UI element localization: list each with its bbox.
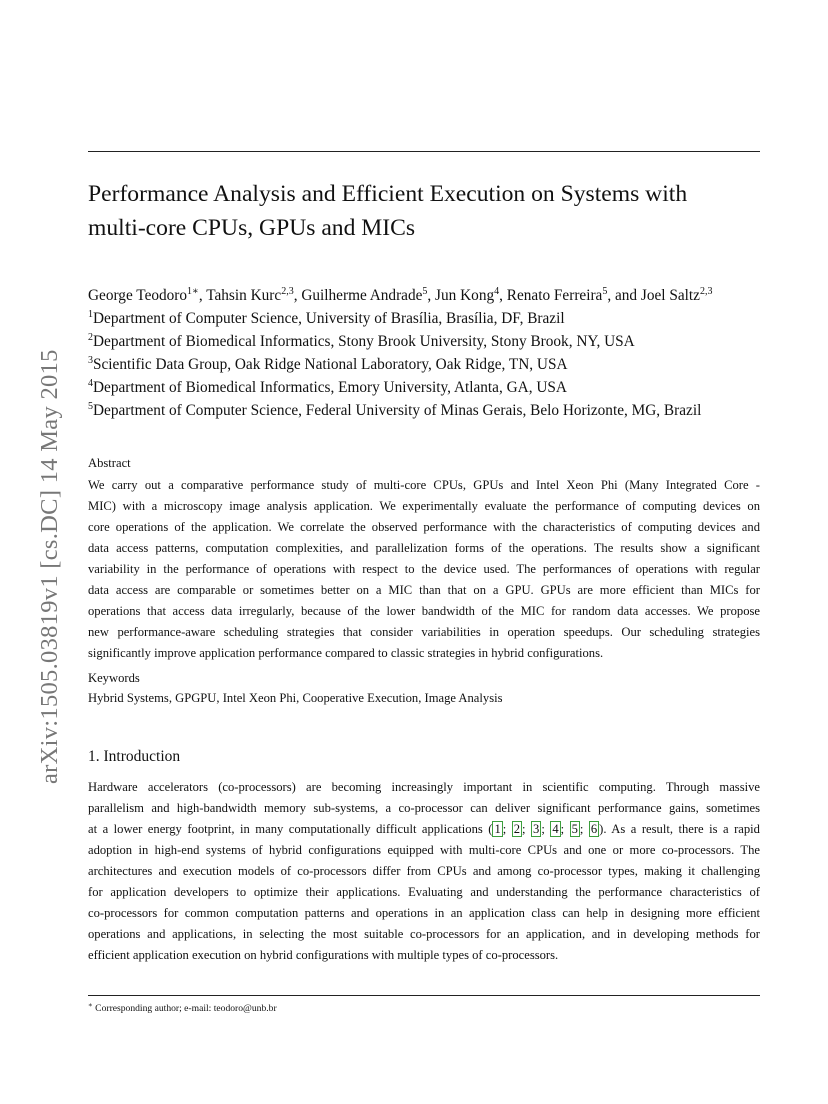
- intro-line: co-processors for common computation patterns and operations in an application class can help in designing more efficient: [88, 906, 760, 920]
- title-line: Performance Analysis and Efficient Execution on Systems with: [88, 181, 688, 207]
- abstract-heading: Abstract: [88, 456, 131, 470]
- intro-line: efficient application execution on hybrid configurations with multiple types of co-processors.: [88, 948, 559, 962]
- paper-title: [88, 177, 778, 245]
- affiliation: $^1$Department of Computer Science, University of Brasília, Brasília, DF, Brazil: [88, 309, 565, 327]
- intro-line-with-citations: at a lower energy footprint, in many computationally difficult applications ( 1 ; 2 ; 3 ; 4 ; 5 ; 6 ). As a result, there is a rapid: [88, 822, 760, 836]
- section-heading-introduction: 1. Introduction: [88, 748, 181, 765]
- affiliation: $^4$Department of Biomedical Informatics, Emory University, Atlanta, GA, USA: [88, 378, 567, 396]
- arxiv-identifier[interactable]: arXiv:1505.03819v1 [cs.DC] 14 May 2015: [36, 349, 63, 784]
- author-name: , Renato Ferreira: [499, 287, 603, 304]
- citation-link[interactable]: 4: [552, 822, 559, 836]
- intro-line: Hardware accelerators (co-processors) are becoming increasingly important in scientific computing. Through massive: [88, 780, 760, 794]
- abstract-line: core operations of the application. We correlate the observed performance with the characteristics of computing devices and: [88, 520, 760, 534]
- citation-link[interactable]: 3: [533, 822, 540, 836]
- abstract-line: data access are comparable or sometimes better on a MIC than that on a GPU. GPUs are more efficient than MICs for: [88, 583, 760, 597]
- intro-line: architectures and execution models of co-processors differ from CPUs and among co-processor types, making it challenging: [88, 864, 760, 878]
- intro-line: for application developers to optimize their applications. Evaluating and understanding the performance characteristics of: [88, 885, 760, 899]
- author-block: [88, 285, 778, 423]
- abstract-body: [88, 475, 760, 664]
- keywords-heading: Keywords: [88, 671, 140, 685]
- citation-link[interactable]: 6: [590, 822, 598, 836]
- introduction-body: [88, 777, 760, 966]
- affiliation: $^5$Department of Computer Science, Federal University of Minas Gerais, Belo Horizonte, MG, Brazil: [88, 401, 702, 419]
- author-name: , and Joel Saltz: [607, 287, 700, 304]
- author-name: , Jun Kong: [427, 287, 495, 304]
- abstract-line: We carry out a comparative performance study of multi-core CPUs, GPUs and Intel Xeon Phi (Many Integrated Core -: [88, 478, 760, 492]
- abstract-line: variability in the performance of operations with respect to the device used. The performances of operations with regular: [88, 562, 760, 576]
- citation-link[interactable]: 1: [494, 822, 501, 836]
- abstract-line: operations that access data irregularly, because of the lower bandwidth of the MIC for random data accesses. We propose: [88, 604, 760, 618]
- affiliation: $^2$Department of Biomedical Informatics, Stony Brook University, Stony Brook, NY, USA: [88, 332, 635, 350]
- header-rule: [88, 151, 760, 152]
- author-name: George Teodoro: [88, 287, 188, 304]
- citation-link[interactable]: 2: [513, 822, 521, 836]
- abstract-line: significantly improve application performance compared to classic strategies in hybrid configurations.: [88, 646, 604, 660]
- footnote: ∗ Corresponding author; e-mail: teodoro@unb.br: [88, 1001, 277, 1014]
- intro-line: adoption in high-end systems of hybrid configurations equipped with multi-core CPUs and one or more co-processors. The: [88, 843, 760, 857]
- author-name: , Tahsin Kurc: [198, 287, 282, 304]
- intro-line: parallelism and high-bandwidth memory sub-systems, a co-processor can deliver significant performance gains, sometimes: [88, 801, 760, 815]
- abstract-line: new performance-aware scheduling strategies that consider variabilities in operation speedups. Our scheduling strategies: [88, 625, 760, 639]
- abstract-line: data access patterns, computation complexities, and parallelization forms of the operations. The results show a significant: [88, 541, 760, 555]
- citation-link[interactable]: 5: [571, 822, 578, 836]
- author-list: George Teodoro$^{1∗}$, Tahsin Kurc$^{2,3}$, Guilherme Andrade$^5$, Jun Kong$^4$, Renato Ferreira$^5$, and Joel Saltz$^{2,3}$: [88, 286, 713, 304]
- author-name: , Guilherme Andrade: [293, 287, 423, 304]
- affiliation: $^3$Scientific Data Group, Oak Ridge National Laboratory, Oak Ridge, TN, USA: [88, 355, 568, 373]
- intro-line: operations and applications, in selecting the most suitable co-processors for an application, and in developing methods for: [88, 927, 760, 941]
- title-line: multi-core CPUs, GPUs and MICs: [88, 215, 416, 241]
- keywords-list: Hybrid Systems, GPGPU, Intel Xeon Phi, Cooperative Execution, Image Analysis: [88, 691, 503, 705]
- corresponding-mark[interactable]: ∗: [192, 286, 199, 297]
- abstract-line: MIC) with a microscopy image analysis application. We experimentally evaluate the performance of computing devices on: [88, 499, 760, 513]
- footnote-rule: [88, 995, 760, 996]
